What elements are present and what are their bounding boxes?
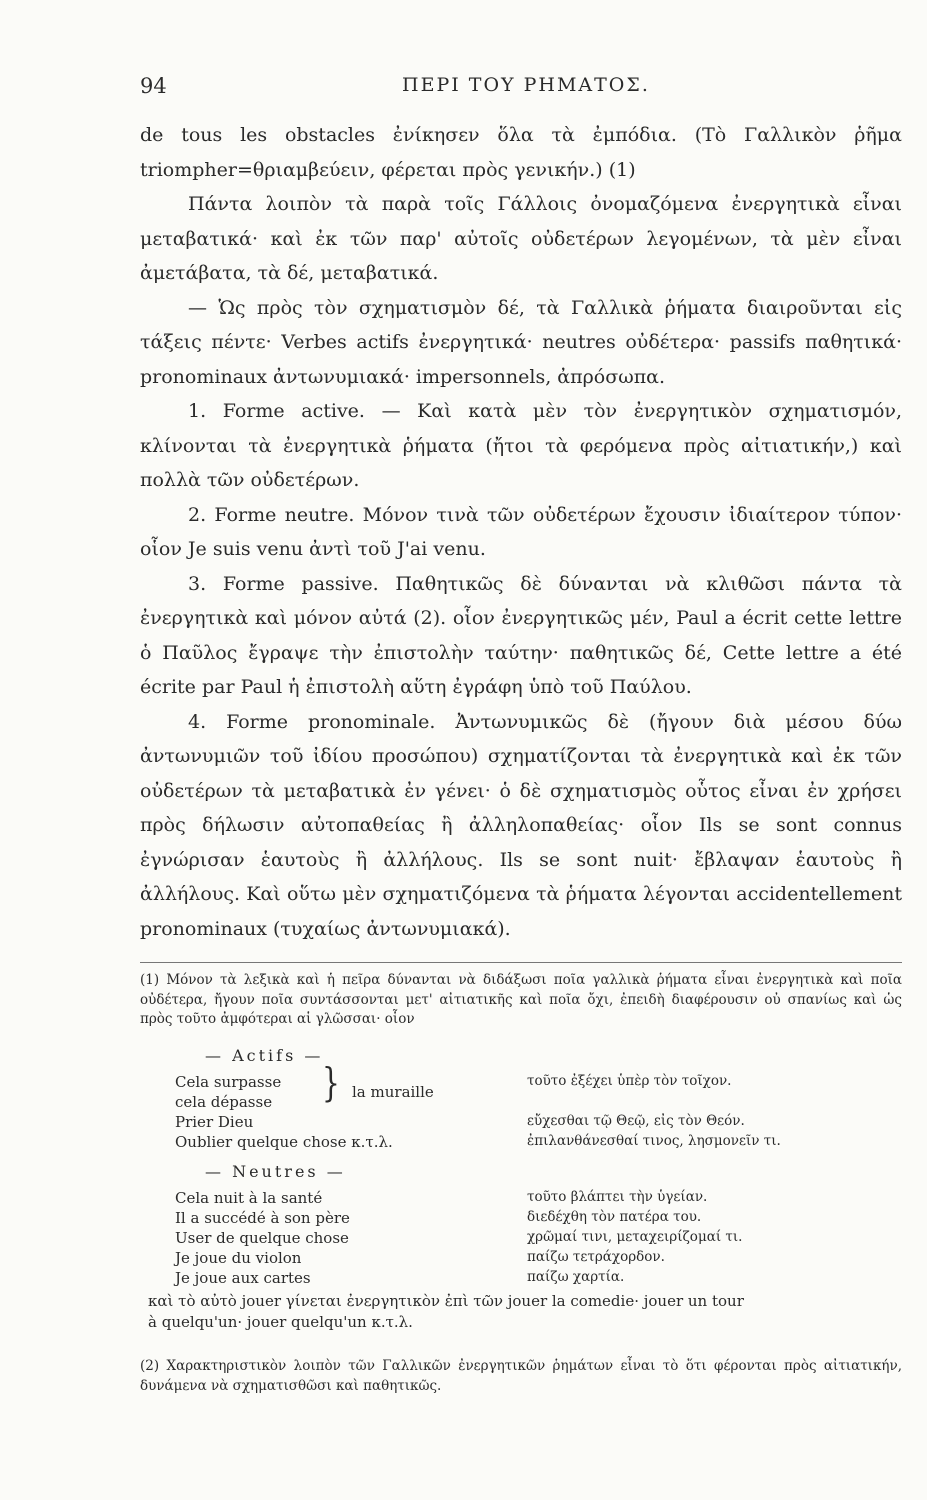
actifs-heading: — Actifs —: [205, 1046, 324, 1065]
french-example: Je joue du violon: [175, 1249, 302, 1267]
paragraph: — Ὡς πρὸς τὸν σχηματισμὸν δέ, τὰ Γαλλικὰ ῥήματα διαιροῦνται εἰς τάξεις πέντε· Verbes actifs ἐνεργητικά· neutres οὐδέτερα· passifs παθητικά· pronominaux ἀντωνυμιακά· impersonnels, ἀπρόσωπα.: [140, 296, 902, 388]
example-row: [175, 1189, 902, 1209]
paragraph: 2. Forme neutre. Μόνον τινὰ τῶν οὐδετέρων ἔχουσιν ἰδιαίτερον τύπον· οἷον Je suis venu ἀντὶ τοῦ J'ai venu.: [140, 503, 902, 560]
french-example: Je joue aux cartes: [175, 1269, 311, 1287]
example-row: [175, 1269, 902, 1289]
french-example: cela dépasse: [175, 1093, 273, 1111]
footnote-text: (1) Μόνον τὰ λεξικὰ καὶ ἡ πεῖρα δύνανται νὰ διδάξωσι ποῖα γαλλικὰ ῥήματα εἶναι ἐνεργητικὰ καὶ ποῖα οὐδέτερα, ἤγουν ποῖα συντάσσονται μετ' αἰτιατικῆς καὶ ποῖα ὄχι, ἐπειδὴ διαφέρουσιν οὐ σπανίως καὶ ὡς πρὸς τοῦτο ἀμφότεραι αἱ γλῶσσαι· οἷον: [140, 972, 902, 1027]
greek-translation: διεδέχθη τὸν πατέρα του.: [527, 1209, 702, 1225]
paragraph: 3. Forme passive. Παθητικῶς δὲ δύνανται νὰ κλιθῶσι πάντα τὰ ἐνεργητικὰ καὶ μόνον αὐτά (2). οἷον ἐνεργητικῶς μέν, Paul a écrit cette lettre ὁ Παῦλος ἔγραψε τὴν ἐπιστολὴν ταύτην· παθητικῶς δέ, Cette lettre a été écrite par Paul ἡ ἐπιστολὴ αὕτη ἐγράφη ὑπὸ τοῦ Παύλου.: [140, 572, 902, 698]
french-example: Il a succédé à son père: [175, 1209, 350, 1227]
page-header: [140, 74, 900, 100]
paragraph: 1. Forme active. — Καὶ κατὰ μὲν τὸν ἐνεργητικὸν σχηματισμόν, κλίνονται τὰ ἐνεργητικὰ ῥήματα (ἤτοι τὰ φερόμενα πρὸς αἰτιατικήν,) καὶ πολλὰ τῶν οὐδετέρων.: [140, 400, 902, 491]
example-row: [175, 1133, 902, 1153]
brace-icon: }: [322, 1059, 340, 1106]
running-title: ΠΕΡΙ ΤΟΥ ΡΗΜΑΤΟΣ.: [402, 74, 650, 96]
greek-translation: εὔχεσθαι τῷ Θεῷ, εἰς τὸν Θεόν.: [527, 1113, 745, 1129]
french-example: Prier Dieu: [175, 1113, 254, 1131]
page-number: 94: [140, 74, 167, 98]
example-row: [175, 1093, 902, 1113]
french-example: Oublier quelque chose κ.τ.λ.: [175, 1133, 393, 1151]
paragraph: Πάντα λοιπὸν τὰ παρὰ τοῖς Γάλλοις ὀνομαζόμενα ἐνεργητικὰ εἶναι μεταβατικά· καὶ ἐκ τῶν παρ' αὐτοῖς οὐδετέρων λεγομένων, τὰ μὲν εἶναι ἀμετάβατα, τὰ δέ, μεταβατικά.: [140, 193, 902, 284]
example-row: [175, 1249, 902, 1269]
french-example: User de quelque chose: [175, 1229, 349, 1247]
french-example: Cela nuit à la santé: [175, 1189, 323, 1207]
main-text: [140, 118, 902, 946]
paragraph: de tous les obstacles ἐνίκησεν ὅλα τὰ ἐμπόδια. (Τὸ Γαλλικὸν ῥῆμα triompher=θριαμβεύειν, φέρεται πρὸς γενικήν.) (1): [140, 124, 902, 181]
footnote-2: [140, 1357, 902, 1396]
greek-translation: παίζω χαρτία.: [527, 1269, 625, 1285]
greek-translation: χρῶμαί τινι, μεταχειρίζομαί τι.: [527, 1229, 743, 1245]
greek-translation: παίζω τετράχορδον.: [527, 1249, 665, 1265]
footnote-text: (2) Χαρακτηριστικὸν λοιπὸν τῶν Γαλλικῶν ἐνεργητικῶν ῥημάτων εἶναι τὸ ὅτι φέρονται πρὸς αἰτιατικήν, δυνάμενα νὰ σχηματισθῶσι καὶ παθητικῶς.: [140, 1358, 902, 1394]
example-row: [175, 1113, 902, 1133]
example-row: [175, 1229, 902, 1249]
note-continuation: à quelqu'un· jouer quelqu'un κ.τ.λ.: [148, 1313, 413, 1331]
greek-translation: τοῦτο βλάπτει τὴν ὑγείαν.: [527, 1189, 708, 1205]
french-example: Cela surpasse: [175, 1073, 282, 1091]
note-continuation: καὶ τὸ αὐτὸ jouer γίνεται ἐνεργητικὸν ἐπὶ τῶν jouer la comedie· jouer un tour: [148, 1292, 744, 1310]
paragraph: 4. Forme pronominale. Ἀντωνυμικῶς δὲ (ἤγουν διὰ μέσου δύω ἀντωνυμιῶν τοῦ ἰδίου προσώπου) σχηματίζονται τὰ ἐνεργητικὰ καὶ ἐκ τῶν οὐδετέρων τὰ μεταβατικὰ ἐν γένει· ὁ δὲ σχηματισμὸς οὗτος εἶναι ἐν χρήσει πρὸς δήλωσιν αὐτοπαθείας ἢ ἀλληλοπαθείας· οἷον Ils se sont connus ἐγνώρισαν ἑαυτοὺς ἢ ἀλλήλους. Ils se sont nuit· ἔβλαψαν ἑαυτοὺς ἢ ἀλλήλους. Καὶ οὕτω μὲν σχηματιζόμενα τὰ ῥήματα λέγονται accidentellement pronominaux (τυχαίως ἀντωνυμιακά).: [140, 710, 902, 940]
greek-translation: ἐπιλανθάνεσθαί τινος, λησμονεῖν τι.: [527, 1133, 781, 1149]
example-row: [175, 1073, 902, 1093]
example-row: [175, 1209, 902, 1229]
footnote-1: [140, 962, 902, 1030]
neutres-heading: — Neutres —: [205, 1162, 346, 1181]
muraille-label: la muraille: [352, 1083, 434, 1101]
greek-translation: τοῦτο ἐξέχει ὑπὲρ τὸν τοῖχον.: [527, 1073, 732, 1089]
